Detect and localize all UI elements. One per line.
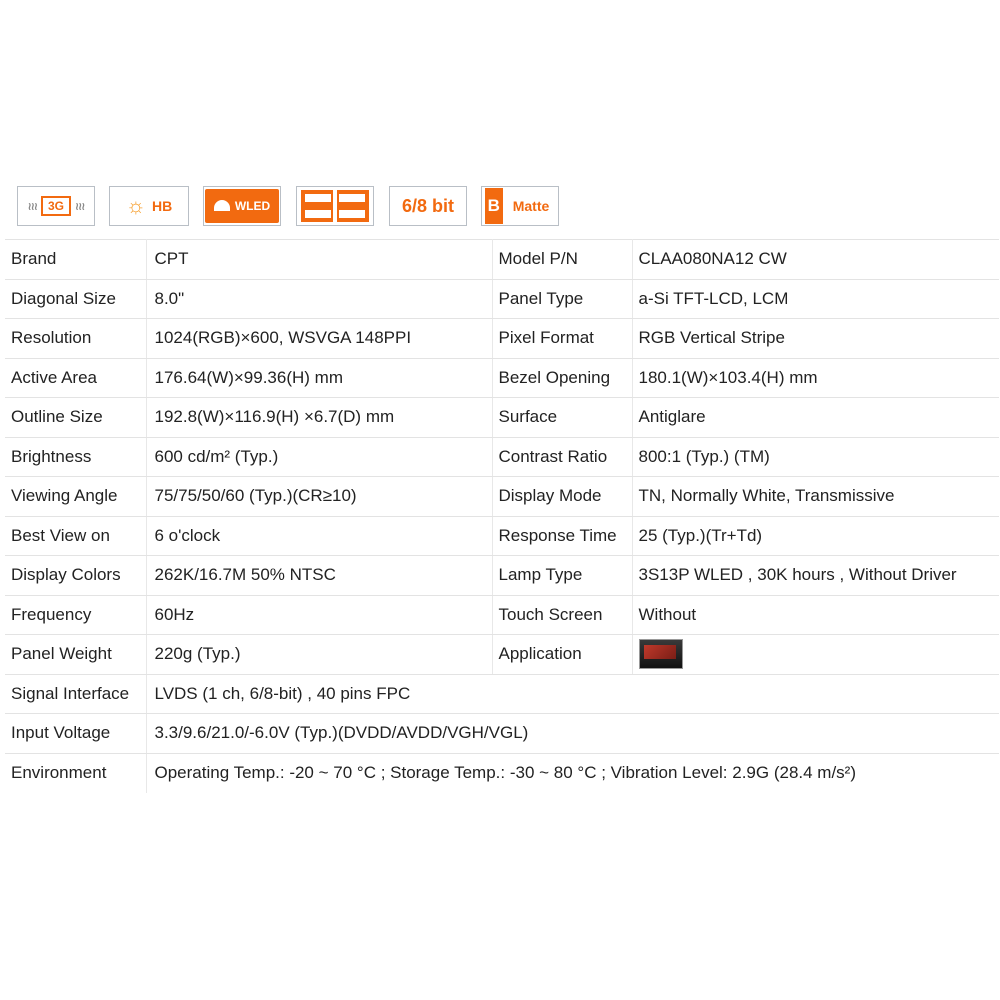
spec-label: Pixel Format <box>492 319 632 359</box>
spec-value: 220g (Typ.) <box>146 635 492 675</box>
table-row <box>5 477 999 517</box>
badge-matte-label: Matte <box>512 198 550 214</box>
spec-label: Frequency <box>5 595 146 635</box>
spec-label: Environment <box>5 753 146 793</box>
table-row <box>5 674 999 714</box>
spec-label: Model P/N <box>492 240 632 280</box>
table-row <box>5 595 999 635</box>
spec-label: Response Time <box>492 516 632 556</box>
spec-label: Outline Size <box>5 398 146 438</box>
wave-icon: ≀≀≀ <box>75 200 85 213</box>
spec-value: Antiglare <box>632 398 999 438</box>
spec-label: Resolution <box>5 319 146 359</box>
wave-icon: ≀≀≀ <box>27 200 37 213</box>
spec-label: Touch Screen <box>492 595 632 635</box>
table-row <box>5 437 999 477</box>
table-row <box>5 240 999 280</box>
spec-value: RGB Vertical Stripe <box>632 319 999 359</box>
spec-value: 3S13P WLED , 30K hours , Without Driver <box>632 556 999 596</box>
spec-label: Signal Interface <box>5 674 146 714</box>
spec-value: 8.0" <box>146 279 492 319</box>
badge-3g <box>17 186 95 226</box>
table-row <box>5 556 999 596</box>
table-row <box>5 398 999 438</box>
table-row <box>5 279 999 319</box>
matte-icon: B <box>485 188 503 224</box>
spec-label: Brand <box>5 240 146 280</box>
spec-value: Without <box>632 595 999 635</box>
spec-value: 600 cd/m² (Typ.) <box>146 437 492 477</box>
spec-table <box>5 239 999 793</box>
badge-wled-label: WLED <box>234 199 271 213</box>
split-screen-icon <box>300 189 370 223</box>
spec-value: 176.64(W)×99.36(H) mm <box>146 358 492 398</box>
spec-label: Display Colors <box>5 556 146 596</box>
spec-value-application <box>632 635 999 675</box>
spec-value: Operating Temp.: -20 ~ 70 °C ; Storage Temp.: -30 ~ 80 °C ; Vibration Level: 2.9G (28.4 m/s²) <box>154 763 857 782</box>
spec-value: 1024(RGB)×600, WSVGA 148PPI <box>146 319 492 359</box>
badge-bit-depth <box>389 186 467 226</box>
spec-label: Input Voltage <box>5 714 146 754</box>
spec-value: CPT <box>146 240 492 280</box>
badge-wled <box>203 186 281 226</box>
spec-label: Lamp Type <box>492 556 632 596</box>
table-row <box>5 714 999 754</box>
spec-label: Panel Weight <box>5 635 146 675</box>
table-row <box>5 516 999 556</box>
spec-value: 262K/16.7M 50% NTSC <box>146 556 492 596</box>
spec-label: Brightness <box>5 437 146 477</box>
spec-value: 75/75/50/60 (Typ.)(CR≥10) <box>146 477 492 517</box>
spec-value: a-Si TFT-LCD, LCM <box>632 279 999 319</box>
badge-hb <box>109 186 189 226</box>
badge-wled-inner <box>205 189 279 223</box>
spec-value: TN, Normally White, Transmissive <box>632 477 999 517</box>
spec-label: Application <box>492 635 632 675</box>
spec-label: Diagonal Size <box>5 279 146 319</box>
sun-icon: ☼ <box>125 193 146 218</box>
badge-hb-label: HB <box>151 198 173 214</box>
spec-label: Active Area <box>5 358 146 398</box>
spec-value: 3.3/9.6/21.0/-6.0V (Typ.)(DVDD/AVDD/VGH/VGL) <box>146 714 999 754</box>
table-row <box>5 753 999 793</box>
spec-label: Surface <box>492 398 632 438</box>
badge-matte <box>481 186 559 226</box>
spec-value: 800:1 (Typ.) (TM) <box>632 437 999 477</box>
spec-value: LVDS (1 ch, 6/8-bit) , 40 pins FPC <box>146 674 999 714</box>
spec-label: Contrast Ratio <box>492 437 632 477</box>
table-row <box>5 319 999 359</box>
table-row <box>5 358 999 398</box>
badge-split-screen <box>296 186 374 226</box>
spec-label: Panel Type <box>492 279 632 319</box>
wled-lamp-icon <box>214 200 230 211</box>
table-row <box>5 635 999 675</box>
spec-label: Bezel Opening <box>492 358 632 398</box>
spec-value: 192.8(W)×116.9(H) ×6.7(D) mm <box>146 398 492 438</box>
spec-value: 60Hz <box>146 595 492 635</box>
spec-value: 180.1(W)×103.4(H) mm <box>632 358 999 398</box>
spec-value: CLAA080NA12 CW <box>632 240 999 280</box>
spec-value: 6 o'clock <box>146 516 492 556</box>
car-display-thumbnail <box>639 639 683 669</box>
badge-bit-label: 6/8 bit <box>401 195 454 216</box>
spec-value: 25 (Typ.)(Tr+Td) <box>632 516 999 556</box>
spec-label: Display Mode <box>492 477 632 517</box>
spec-label: Best View on <box>5 516 146 556</box>
badge-3g-label: 3G <box>41 196 71 216</box>
spec-label: Viewing Angle <box>5 477 146 517</box>
